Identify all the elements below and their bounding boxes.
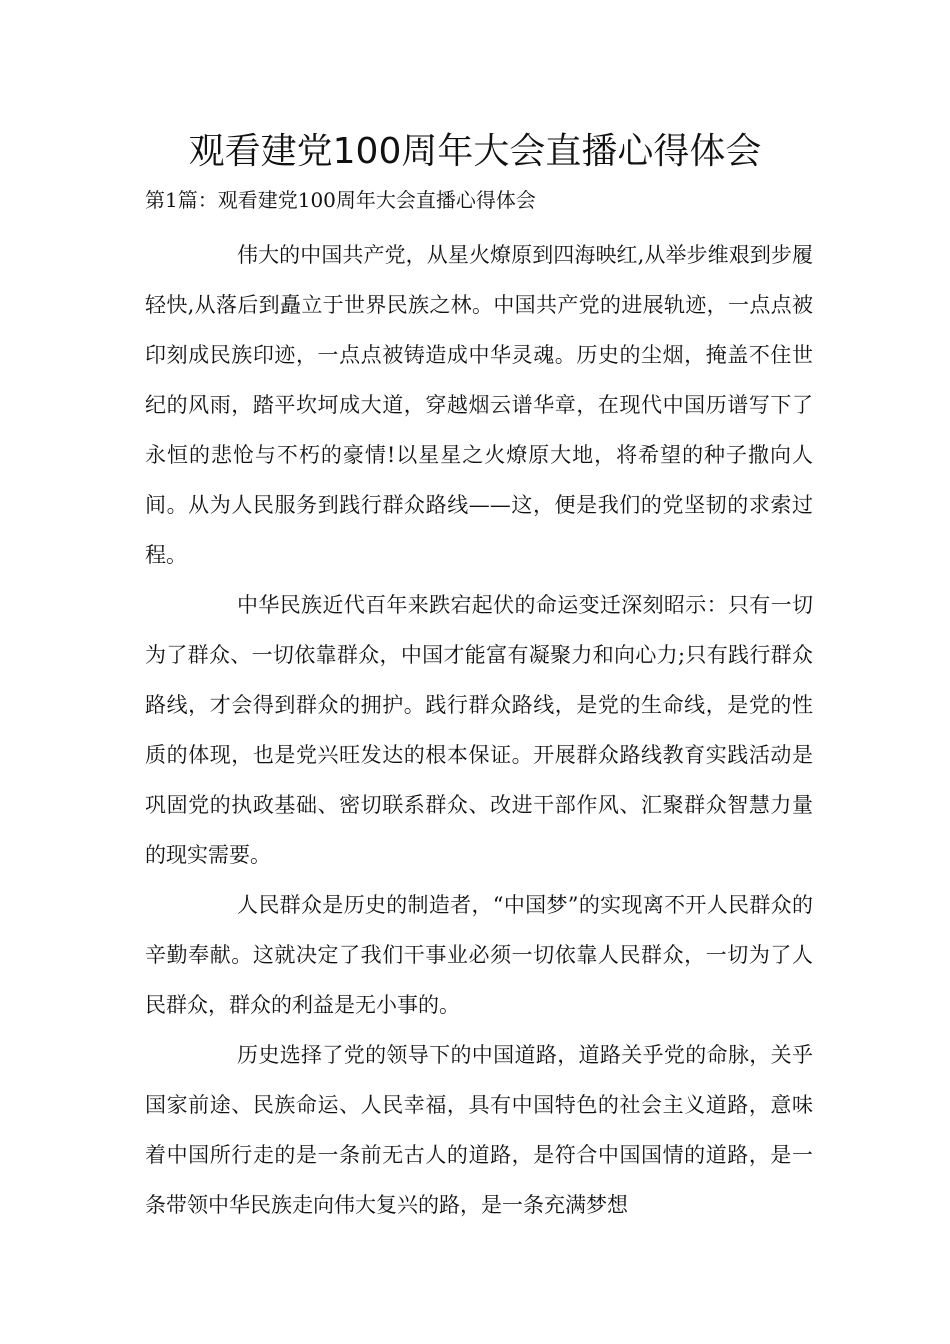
paragraph: 人民群众是历史的制造者，“中国梦”的实现离不开人民群众的辛勤奉献。这就决定了我们干事业必须一切依靠人民群众，一切为了人民群众，群众的利益是无小事的。 bbox=[145, 893, 813, 1017]
document-subtitle: 第1篇：观看建党100周年大会直播心得体会 bbox=[145, 188, 536, 212]
document-title: 观看建党100周年大会直播心得体会 bbox=[188, 131, 762, 172]
paragraph: 伟大的中国共产党，从星火燎原到四海映红,从举步维艰到步履轻快,从落后到矗立于世界民族之林。中国共产党的进展轨迹，一点点被印刻成民族印迹，一点点被铸造成中华灵魂。历史的尘烟，掩盖不住世纪的风雨，踏平坎坷成大道，穿越烟云谱华章，在现代中国历谱写下了永恒的悲怆与不朽的豪情!以星星之火燎原大地，将希望的种子撒向人间。从为人民服务到践行群众路线——这，便是我们的党坚韧的求索过程。 bbox=[145, 243, 813, 567]
paragraph: 历史选择了党的领导下的中国道路，道路关乎党的命脉，关乎国家前途、民族命运、人民幸福，具有中国特色的社会主义道路，意味着中国所行走的是一条前无古人的道路，是符合中国国情的道路，是一条带领中华民族走向伟大复兴的路，是一条充满梦想 bbox=[145, 1043, 813, 1217]
document-body bbox=[145, 230, 813, 1230]
paragraph: 中华民族近代百年来跌宕起伏的命运变迁深刻昭示：只有一切为了群众、一切依靠群众，中国才能富有凝聚力和向心力;只有践行群众路线，才会得到群众的拥护。践行群众路线，是党的生命线，是党的性质的体现，也是党兴旺发达的根本保证。开展群众路线教育实践活动是巩固党的执政基础、密切联系群众、改进干部作风、汇聚群众智慧力量的现实需要。 bbox=[145, 593, 813, 867]
